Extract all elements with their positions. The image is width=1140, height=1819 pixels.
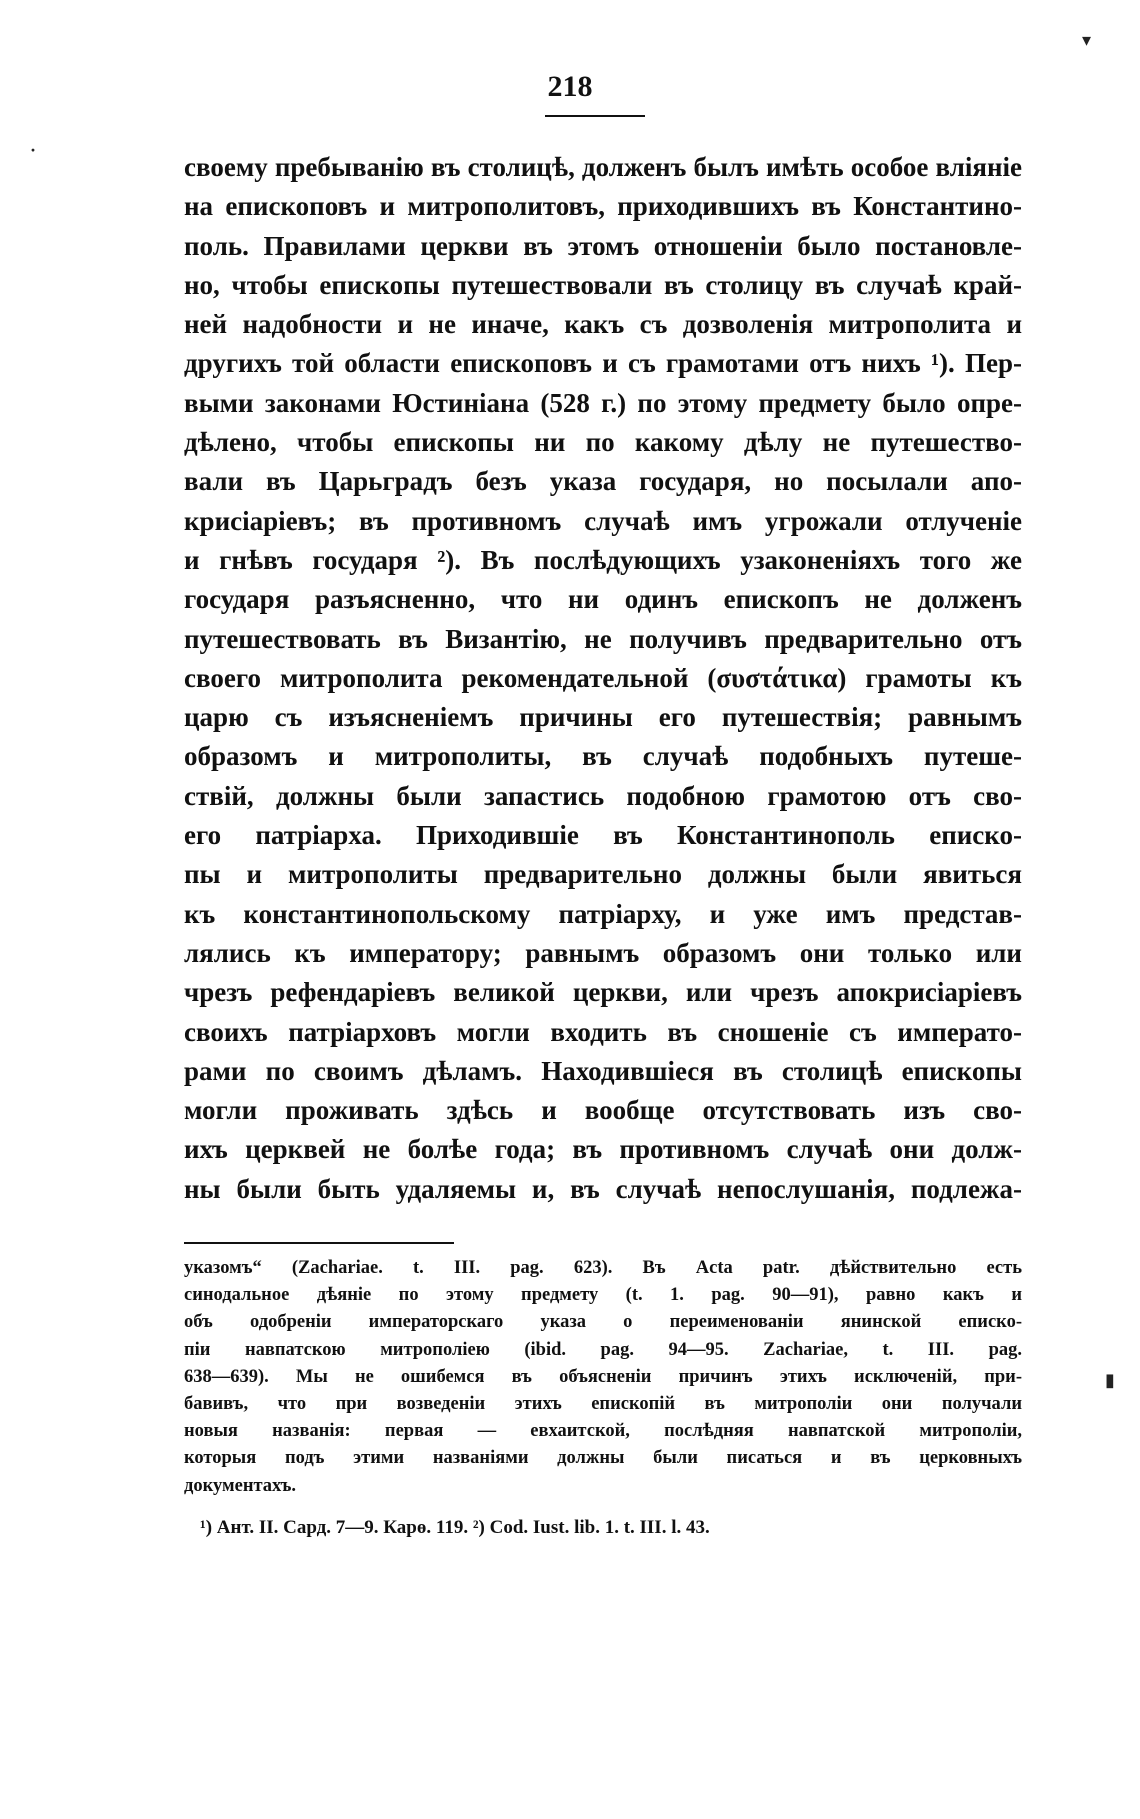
footnote-separator bbox=[184, 1242, 454, 1244]
footnote-line: синодальное дѣяніе по этому предмету (t. 1. pag. 90—91), равно какъ и bbox=[184, 1285, 1022, 1306]
body-line: ны были быть удаляемы и, въ случаѣ непослушанія, подлежа- bbox=[184, 1173, 1022, 1204]
body-line: и гнѣвъ государя ²). Въ послѣдующихъ узаконеніяхъ того же bbox=[184, 544, 1022, 575]
body-line: царю съ изъясненіемъ причины его путешествія; равнымъ bbox=[184, 702, 1022, 733]
footnote-line: 638—639). Мы не ошибемся въ объясненіи причинъ этихъ исключеній, при- bbox=[184, 1366, 1022, 1387]
scan-speck: · bbox=[30, 140, 37, 160]
footnote-line: бавивъ, что при возведеніи этихъ епископій въ митрополіи они получали bbox=[184, 1393, 1022, 1414]
body-line: крисіаріевъ; въ противномъ случаѣ имъ угрожали отлученіе bbox=[184, 505, 1022, 536]
body-line: образомъ и митрополиты, въ случаѣ подобныхъ путеше- bbox=[184, 741, 1022, 772]
body-line: рами по своимъ дѣламъ. Находившіеся въ столицѣ епископы bbox=[184, 1055, 1022, 1086]
body-line: своему пребыванію въ столицѣ, долженъ былъ имѣть особое вліяніе bbox=[184, 152, 1022, 182]
footnote-line: новыя названія: первая — евхаитской, послѣдняя навпатской митрополіи, bbox=[184, 1421, 1022, 1442]
body-line: но, чтобы епископы путешествовали въ столицу въ случаѣ край- bbox=[184, 269, 1022, 300]
body-line: выми законами Юстиніана (528 г.) по этому предмету было опре- bbox=[184, 387, 1022, 418]
body-line: поль. Правилами церкви въ этомъ отношеніи было постановле- bbox=[184, 230, 1022, 261]
scan-speck: ▾ bbox=[1082, 30, 1092, 50]
body-line: вали въ Царьградъ безъ указа государя, но посылали апо- bbox=[184, 466, 1022, 497]
body-line: своего митрополита рекомендательной (συστάτικα) грамоты къ bbox=[184, 662, 1022, 693]
footnote-line: которыя подъ этими названіями должны были писаться и въ церковныхъ bbox=[184, 1448, 1022, 1469]
body-line: государя разъясненно, что ни одинъ епископъ не долженъ bbox=[184, 584, 1022, 615]
body-line: ствій, должны были запастись подобною грамотою отъ сво- bbox=[184, 780, 1022, 811]
page-number-underline bbox=[545, 115, 645, 117]
page-number: 218 bbox=[547, 70, 593, 103]
body-line: другихъ той области епископовъ и съ грамотами отъ нихъ ¹). Пер- bbox=[184, 348, 1022, 379]
body-line: своихъ патріарховъ могли входить въ сношеніе съ императо- bbox=[184, 1016, 1022, 1047]
body-line: дѣлено, чтобы епископы ни по какому дѣлу не путешество- bbox=[184, 427, 1022, 458]
body-line: къ константинопольскому патріарху, и уже имъ представ- bbox=[184, 898, 1022, 929]
scan-speck: ▮ bbox=[1105, 1370, 1115, 1390]
body-line: чрезъ рефендаріевъ великой церкви, или чрезъ апокрисіаріевъ bbox=[184, 977, 1022, 1008]
body-text bbox=[184, 148, 1022, 1209]
footnote-text bbox=[184, 1255, 1022, 1500]
body-line: могли проживать здѣсь и вообще отсутствовать изъ сво- bbox=[184, 1095, 1022, 1126]
footnote-references: ¹) Ант. II. Сард. 7—9. Карө. 119. ²) Cod. Iust. lib. 1. t. III. l. 43. bbox=[200, 1517, 710, 1538]
footnote-line: документахъ. bbox=[184, 1475, 297, 1496]
body-line: его патріарха. Приходившіе въ Константинополь еписко- bbox=[184, 820, 1022, 851]
body-line: путешествовать въ Византію, не получивъ предварительно отъ bbox=[184, 623, 1022, 654]
body-line: ней надобности и не иначе, какъ съ дозволенія митрополита и bbox=[184, 309, 1022, 340]
footnote-line: объ одобреніи императорскаго указа о переименованіи янинской еписко- bbox=[184, 1312, 1022, 1333]
body-line: на епископовъ и митрополитовъ, приходившихъ въ Константино- bbox=[184, 191, 1022, 222]
body-line: пы и митрополиты предварительно должны были явиться bbox=[184, 859, 1022, 890]
footnote-line: указомъ“ (Zachariae. t. III. pag. 623). Въ Acta patr. дѣйствительно есть bbox=[184, 1258, 1022, 1278]
body-line: ихъ церквей не болѣе года; въ противномъ случаѣ они долж- bbox=[184, 1134, 1022, 1165]
footnote-line: піи навпатскою митрополіею (ibid. pag. 94—95. Zachariae, t. III. pag. bbox=[184, 1339, 1022, 1360]
body-line: лялись къ императору; равнымъ образомъ они только или bbox=[184, 937, 1022, 968]
